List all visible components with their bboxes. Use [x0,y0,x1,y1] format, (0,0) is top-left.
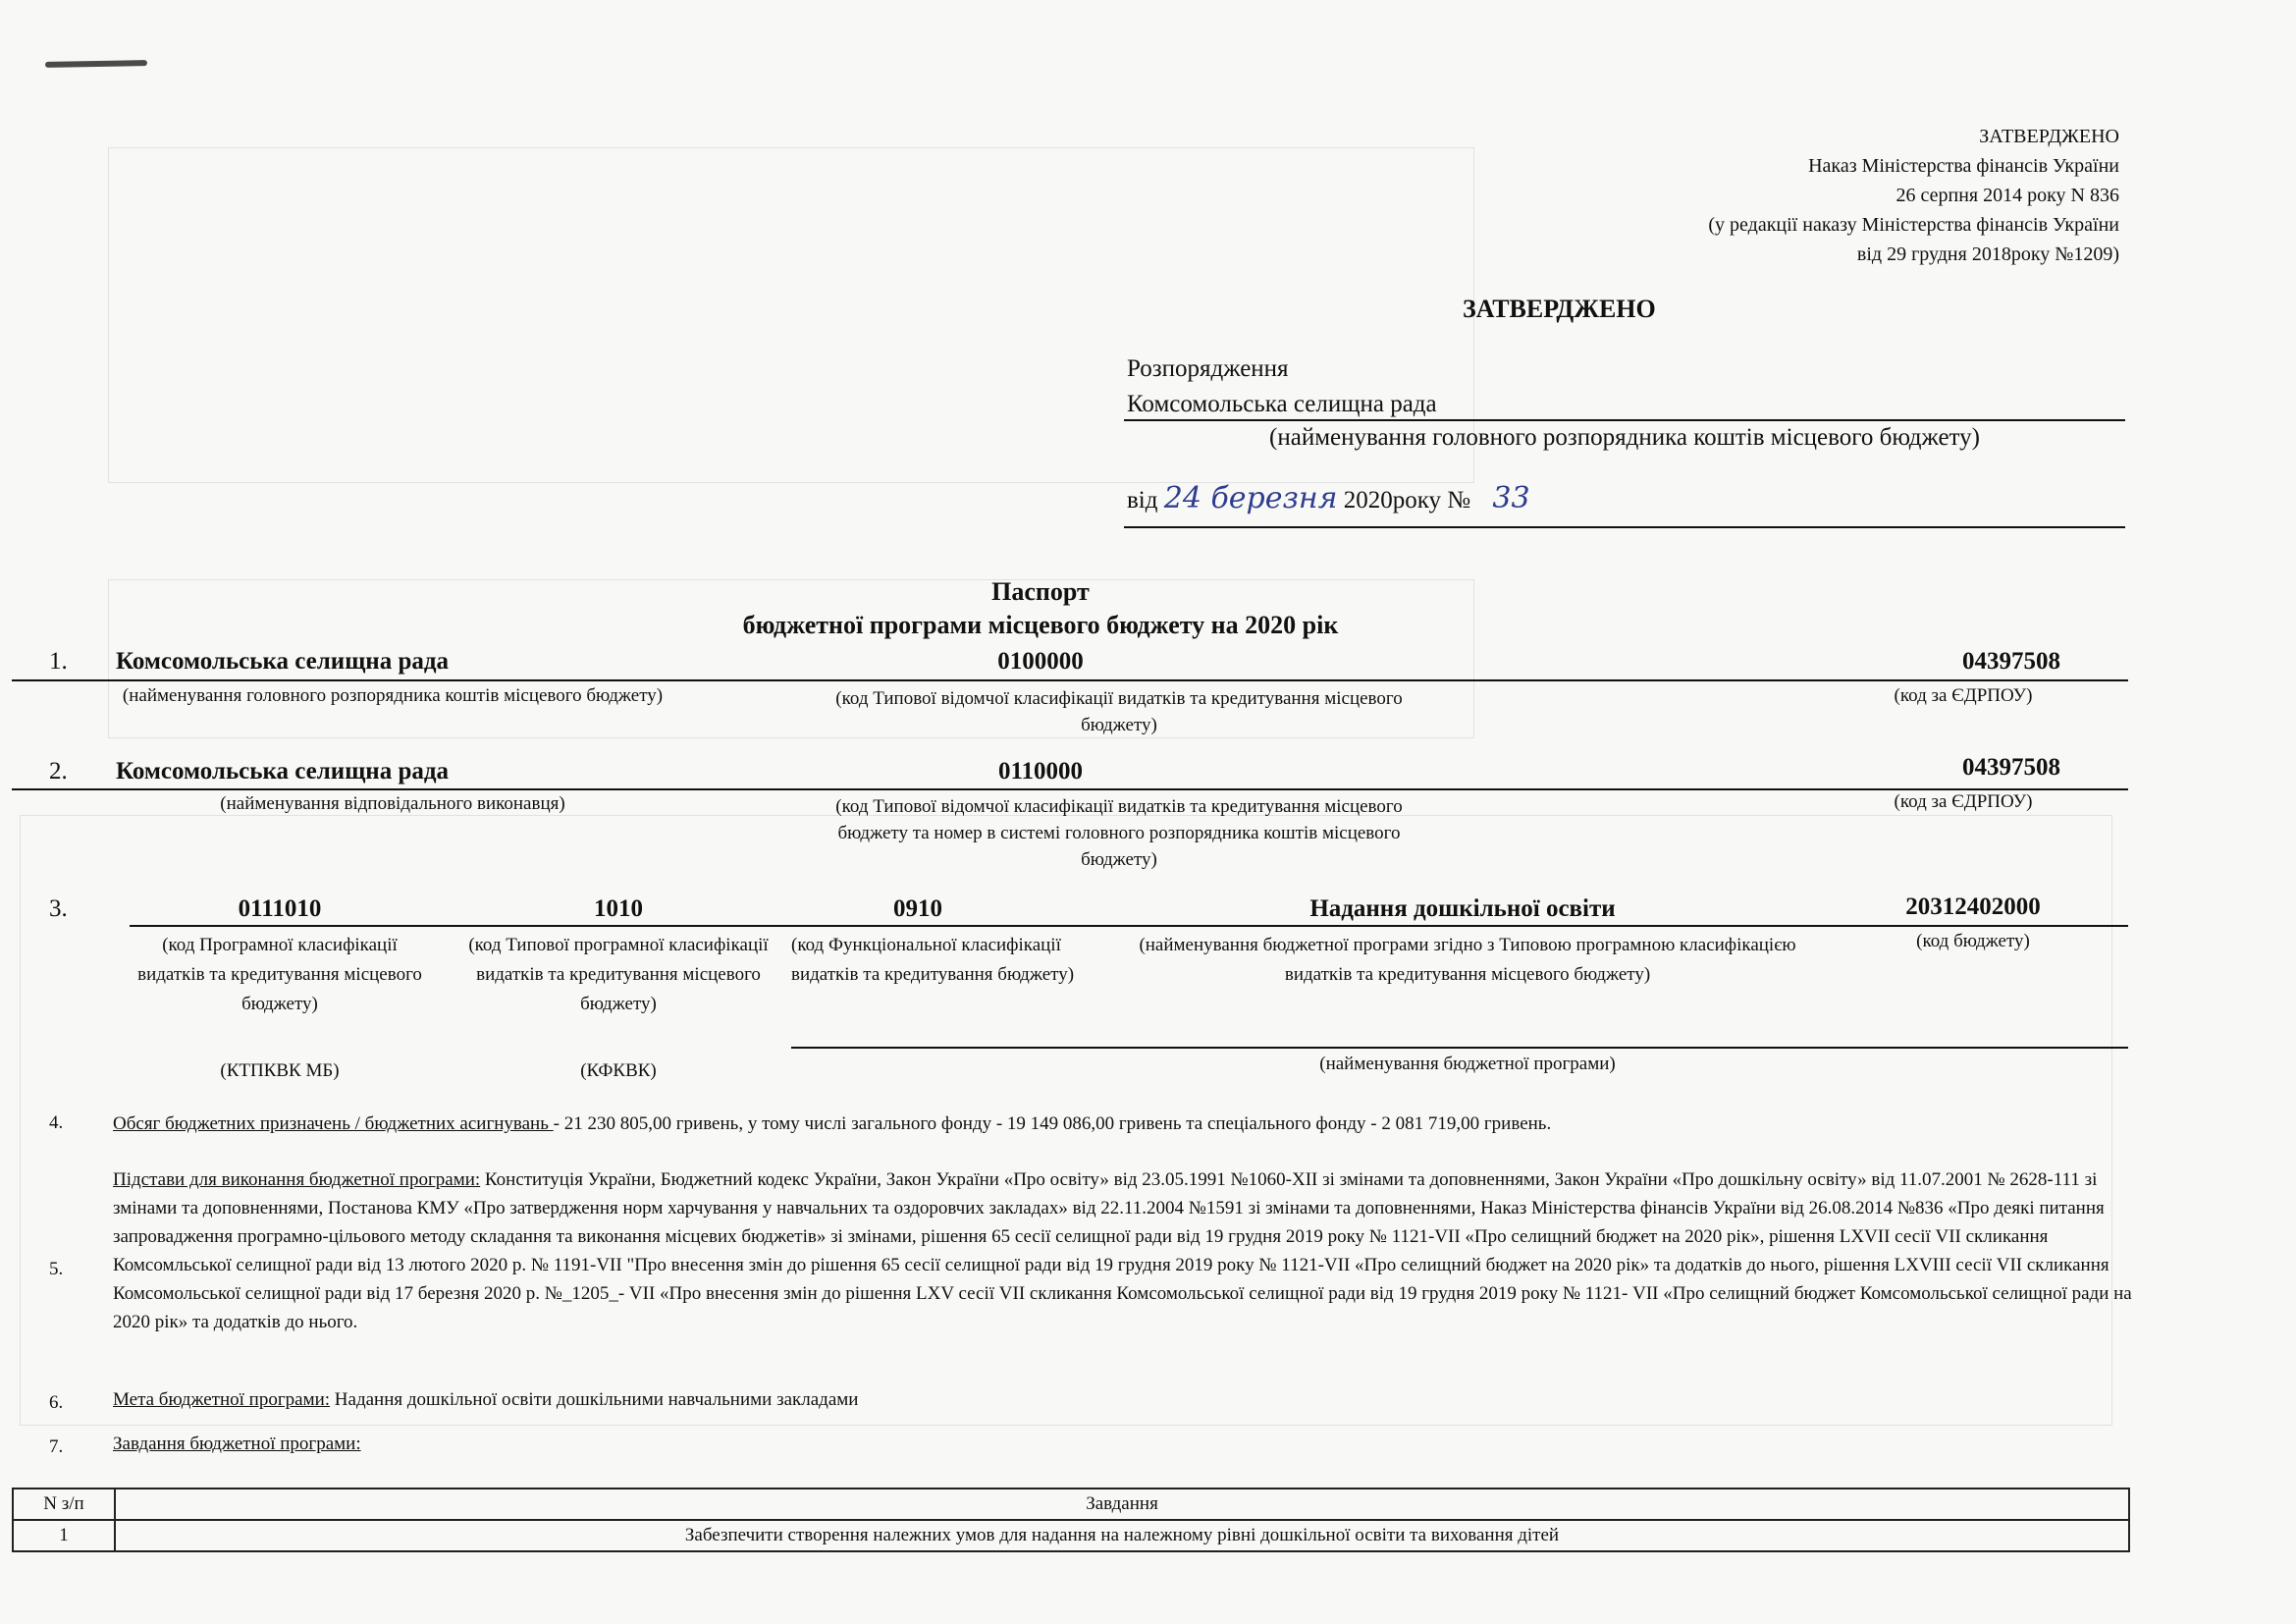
section-5-label: Підстави для виконання бюджетної програми: [113,1169,481,1190]
section-6-number: 6. [49,1392,64,1413]
section-2-edrpou: 04397508 [1962,754,2060,781]
passport-title [550,575,1531,642]
kfkvk-caption: (код Типової програмної класифікації видатків та кредитування місцевого бюджету) [468,935,769,1014]
handwritten-number: 33 [1492,481,1530,515]
section-3-functional-code: 0910 [893,895,942,922]
program-name-caption-2: (найменування бюджетної програми) [1319,1054,1616,1074]
divider-line [12,788,2128,790]
section-7-number: 7. [49,1436,64,1457]
section-3-number: 3. [49,895,68,922]
section-1-number: 1. [49,648,68,675]
divider-line [791,1047,2128,1049]
section-2-edrpou-caption: (код за ЄДРПОУ) [1894,791,2033,812]
handwritten-date: 24 березня [1163,481,1338,515]
section-4-body: - 21 230 805,00 гривень, у тому числі загального фонду - 19 149 086,00 гривень та спеціального фонду - 2 081 719,00 гривень. [553,1113,1552,1134]
approved-heading: ЗАТВЕРДЖЕНО [1463,295,1656,323]
column-header: Завдання [115,1489,2129,1520]
ktpkvk-abbr: (КТПКВК МБ) [220,1060,340,1081]
table-cell: 1 [13,1520,115,1551]
section-1-name: Комсомольська селищна рада [116,648,450,675]
section-2-code: 0110000 [997,758,1084,785]
table-header-row [13,1489,2129,1520]
ktpkvk-caption: (код Програмної класифікації видатків та кредитування місцевого бюджету) [137,935,422,1014]
section-4-text [113,1110,2135,1138]
section-2-name: Комсомольська селищна рада [116,758,450,785]
approval-edition: (у редакції наказу Міністерства фінансів України [1708,214,2119,236]
kfkvk-abbr: (КФКВК) [580,1060,657,1081]
section-1-name-caption: (найменування головного розпорядника коштів місцевого бюджету) [122,685,664,706]
section-3-ktpkvk: 0111010 [238,895,322,922]
section-3-program-name: Надання дошкільної освіти [1309,895,1616,922]
section-7-label: Завдання бюджетної програми: [113,1434,361,1454]
order-year-label: 2020року № [1343,487,1471,514]
order-issuer-caption: (найменування головного розпорядника коштів місцевого бюджету) [1269,424,1980,451]
section-4-label: Обсяг бюджетних призначень / бюджетних асигнувань [113,1113,554,1134]
divider-line [1124,526,2125,528]
section-1-code: 0100000 [997,648,1084,675]
approval-date: 26 серпня 2014 року N 836 [1896,185,2119,206]
order-type: Розпорядження [1127,355,1289,382]
divider-line [130,925,1147,927]
title-line-2: бюджетної програми місцевого бюджету на 2020 рік [742,611,1339,639]
approval-order: Наказ Міністерства фінансів України [1808,155,2119,177]
section-1-edrpou-caption: (код за ЄДРПОУ) [1894,685,2033,706]
divider-line [1147,925,2128,927]
section-3-kfkvk: 1010 [594,895,643,922]
section-4-number: 4. [49,1112,64,1133]
table-cell: Забезпечити створення належних умов для надання на належному рівні дошкільної освіти та виховання дітей [115,1520,2129,1551]
section-3-budget-code: 20312402000 [1905,893,2041,920]
section-5-body: Конституція України, Бюджетний кодекс України, Закон України «Про освіту» від 23.05.1991 №1060-XII зі змінами та доповненнями, Закон України «Про дошкільну освіту» від 11.07.2001 № 2628-111 зі змінами та доповненнями, Постанова КМУ «Про затвердження норм харчування у навчальних та оздоровчих закладах» від 22.11.2004 №1591 зі змінами та доповненнями, Наказ Міністерства фінансів України від 26.08.2014 №836 «Про деякі питання запровадження програмно-цільового методу складання та виконання місцевих бюджетів» зі змінами, рішення 65 сесії селищної ради від 19 грудня 2019 року № 1121-VII «Про селищний бюджет на 2020 рік», рішення LXVII сесії VII скликання Комсомльської селищної ради від 13 лютого 2020 р. № 1191-VII "Про внесення змін до рішення 65 сесії селищної ради від 19 грудня 2019 року № 1121-VII «Про селищний бюджет на 2020 рік» та додатків до нього, рішення LXVIII сесії VII скликання Комсомольської селищної ради від 17 березня 2020 р. №_1205_- VII «Про внесення змін до рішення LXV сесії VII скликання Комсомольської селищної ради від 19 грудня 2019 року № 1121- VII «Про селищний бюджет Комсомольської селищної ради на 2020 рік» та додатків до нього. [113,1169,2132,1332]
section-6-label: Мета бюджетної програми: [113,1389,331,1410]
section-2-number: 2. [49,758,68,785]
divider-line [12,679,2128,681]
tasks-table [12,1488,2130,1552]
section-5-text [113,1165,2135,1336]
section-6-body: Надання дошкільної освіти дошкільними навчальними закладами [330,1389,859,1410]
section-2-code-caption: (код Типової відомчої класифікації видатків та кредитування місцевого бюджету та номер в системі головного розпорядника коштів місцевого бюджету) [835,796,1403,870]
approval-edition-date: від 29 грудня 2018року №1209) [1856,244,2119,265]
order-issuer: Комсомольська селищна рада [1127,391,1437,417]
title-line-1: Паспорт [991,577,1090,606]
budget-code-caption: (код бюджету) [1916,931,2030,951]
table-row [13,1520,2129,1551]
order-date-row [1127,481,1530,515]
approved-label: ЗАТВЕРДЖЕНО [1979,126,2119,147]
section-1-code-caption: (код Типової відомчої класифікації видатків та кредитування місцевого бюджету) [835,688,1403,735]
column-header: N з/п [13,1489,115,1520]
approval-block [1708,122,2119,269]
order-from-label: від [1127,487,1158,514]
section-1-edrpou: 04397508 [1962,648,2060,675]
section-6-text [113,1389,2135,1411]
program-name-caption: (найменування бюджетної програми згідно з Типовою програмною класифікацією видатків та кредитування місцевого бюджету) [1139,935,1796,985]
section-2-name-caption: (найменування відповідального виконавця) [220,793,565,814]
divider-line [1124,419,2125,421]
section-5-number: 5. [49,1259,64,1279]
functional-code-caption: (код Функціональної класифікації видатків та кредитування бюджету) [791,935,1075,985]
